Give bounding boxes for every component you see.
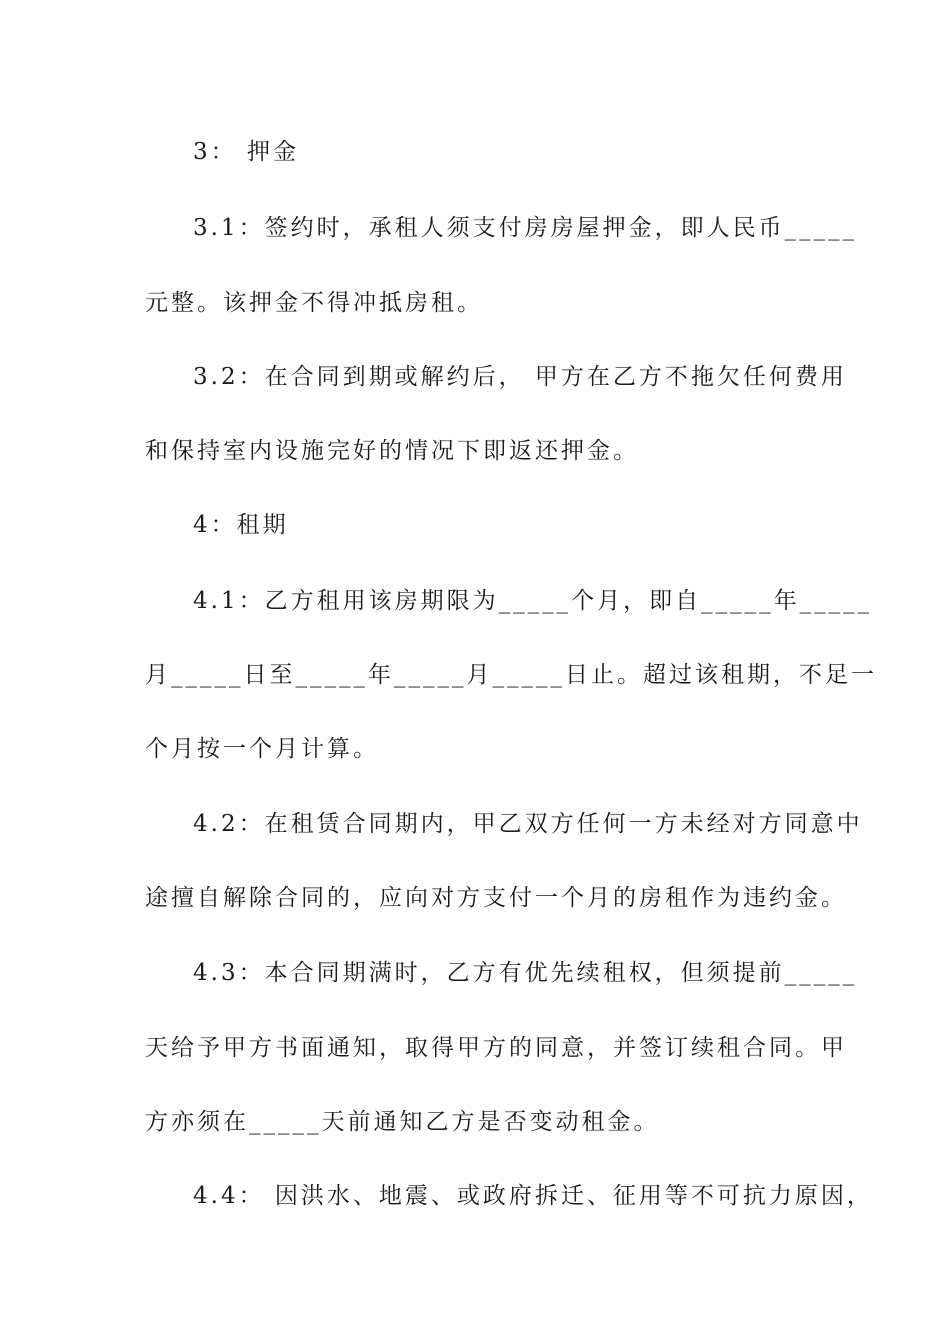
paragraph-line: 3.1：签约时，承租人须支付房房屋押金，即人民币_____ xyxy=(193,215,858,241)
paragraph-line: 天给予甲方书面通知，取得甲方的同意，并签订续租合同。甲 xyxy=(145,1035,847,1061)
section-heading-deposit: 3： 押金 xyxy=(193,139,299,165)
paragraph-line: 和保持室内设施完好的情况下即返还押金。 xyxy=(145,438,639,464)
paragraph-line: 个月按一个月计算。 xyxy=(145,736,379,762)
paragraph-line: 途擅自解除合同的，应向对方支付一个月的房租作为违约金。 xyxy=(145,885,847,911)
paragraph-line: 4.3：本合同期满时，乙方有优先续租权，但须提前_____ xyxy=(193,960,858,986)
paragraph-line: 月_____日至_____年_____月_____日止。超过该租期，不足一 xyxy=(145,662,877,688)
paragraph-line: 4.4： 因洪水、地震、或政府拆迁、征用等不可抗力原因， xyxy=(193,1183,873,1209)
paragraph-line: 4.2：在租赁合同期内，甲乙双方任何一方未经对方同意中 xyxy=(193,811,863,837)
paragraph-line: 元整。该押金不得冲抵房租。 xyxy=(145,290,483,316)
paragraph-line: 3.2：在合同到期或解约后， 甲方在乙方不拖欠任何费用 xyxy=(193,364,847,390)
section-heading-term: 4：租期 xyxy=(193,512,289,538)
paragraph-line: 方亦须在_____天前通知乙方是否变动租金。 xyxy=(145,1109,660,1135)
paragraph-line: 4.1：乙方租用该房期限为_____个月，即自_____年_____ xyxy=(193,588,873,614)
